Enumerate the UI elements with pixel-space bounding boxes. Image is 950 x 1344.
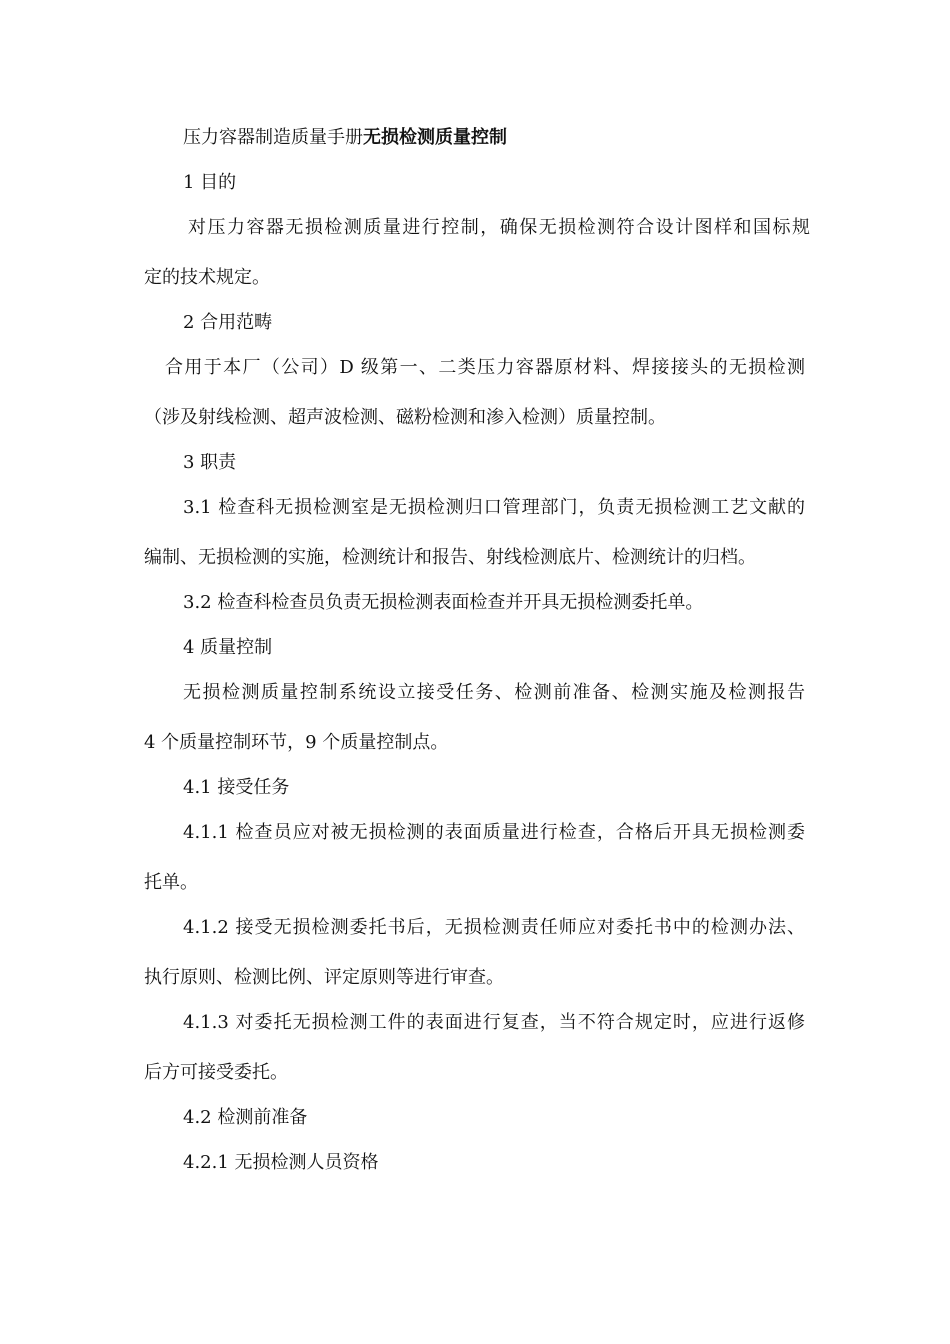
section-3-1-line-2: 编制、无损检测的实施，检测统计和报告、射线检测底片、检测统计的归档。 xyxy=(144,547,756,568)
section-4-1-heading: 4.1 接受任务 xyxy=(183,777,290,798)
section-1-heading: 1 目的 xyxy=(183,172,237,193)
section-2-paragraph-line-1: 合用于本厂（公司）D 级第一、二类压力容器原材料、焊接接头的无损检测 xyxy=(165,357,805,378)
section-2-paragraph-line-2: （涉及射线检测、超声波检测、磁粉检测和渗入检测）质量控制。 xyxy=(144,407,666,428)
document-title xyxy=(183,126,853,150)
section-4-1-3-line-1: 4.1.3 对委托无损检测工件的表面进行复查，当不符合规定时，应进行返修 xyxy=(183,1012,805,1033)
section-4-1-3-line-2: 后方可接受委托。 xyxy=(144,1062,288,1083)
section-4-1-1-line-1: 4.1.1 检查员应对被无损检测的表面质量进行检查，合格后开具无损检测委 xyxy=(183,822,805,843)
section-1-paragraph-line-1: 对压力容器无损检测质量进行控制，确保无损检测符合设计图样和国标规 xyxy=(188,217,810,238)
section-2-heading: 2 合用范畴 xyxy=(183,312,273,333)
title-prefix: 压力容器制造质量手册 xyxy=(183,127,363,148)
section-4-2-1-heading: 4.2.1 无损检测人员资格 xyxy=(183,1152,379,1173)
title-bold: 无损检测质量控制 xyxy=(363,127,507,148)
section-4-paragraph-line-2: 4 个质量控制环节，9 个质量控制点。 xyxy=(144,732,449,753)
section-1-paragraph-line-2: 定的技术规定。 xyxy=(144,267,270,288)
section-4-1-2-line-1: 4.1.2 接受无损检测委托书后，无损检测责任师应对委托书中的检测办法、 xyxy=(183,917,805,938)
section-3-heading: 3 职责 xyxy=(183,452,237,473)
section-4-heading: 4 质量控制 xyxy=(183,637,273,658)
section-4-2-heading: 4.2 检测前准备 xyxy=(183,1107,308,1128)
section-3-2: 3.2 检查科检查员负责无损检测表面检查并开具无损检测委托单。 xyxy=(183,592,704,613)
section-3-1-line-1: 3.1 检查科无损检测室是无损检测归口管理部门，负责无损检测工艺文献的 xyxy=(183,497,805,518)
section-4-1-1-line-2: 托单。 xyxy=(144,872,198,893)
section-4-paragraph-line-1: 无损检测质量控制系统设立接受任务、检测前准备、检测实施及检测报告 xyxy=(183,682,805,703)
section-4-1-2-line-2: 执行原则、检测比例、评定原则等进行审查。 xyxy=(144,967,504,988)
